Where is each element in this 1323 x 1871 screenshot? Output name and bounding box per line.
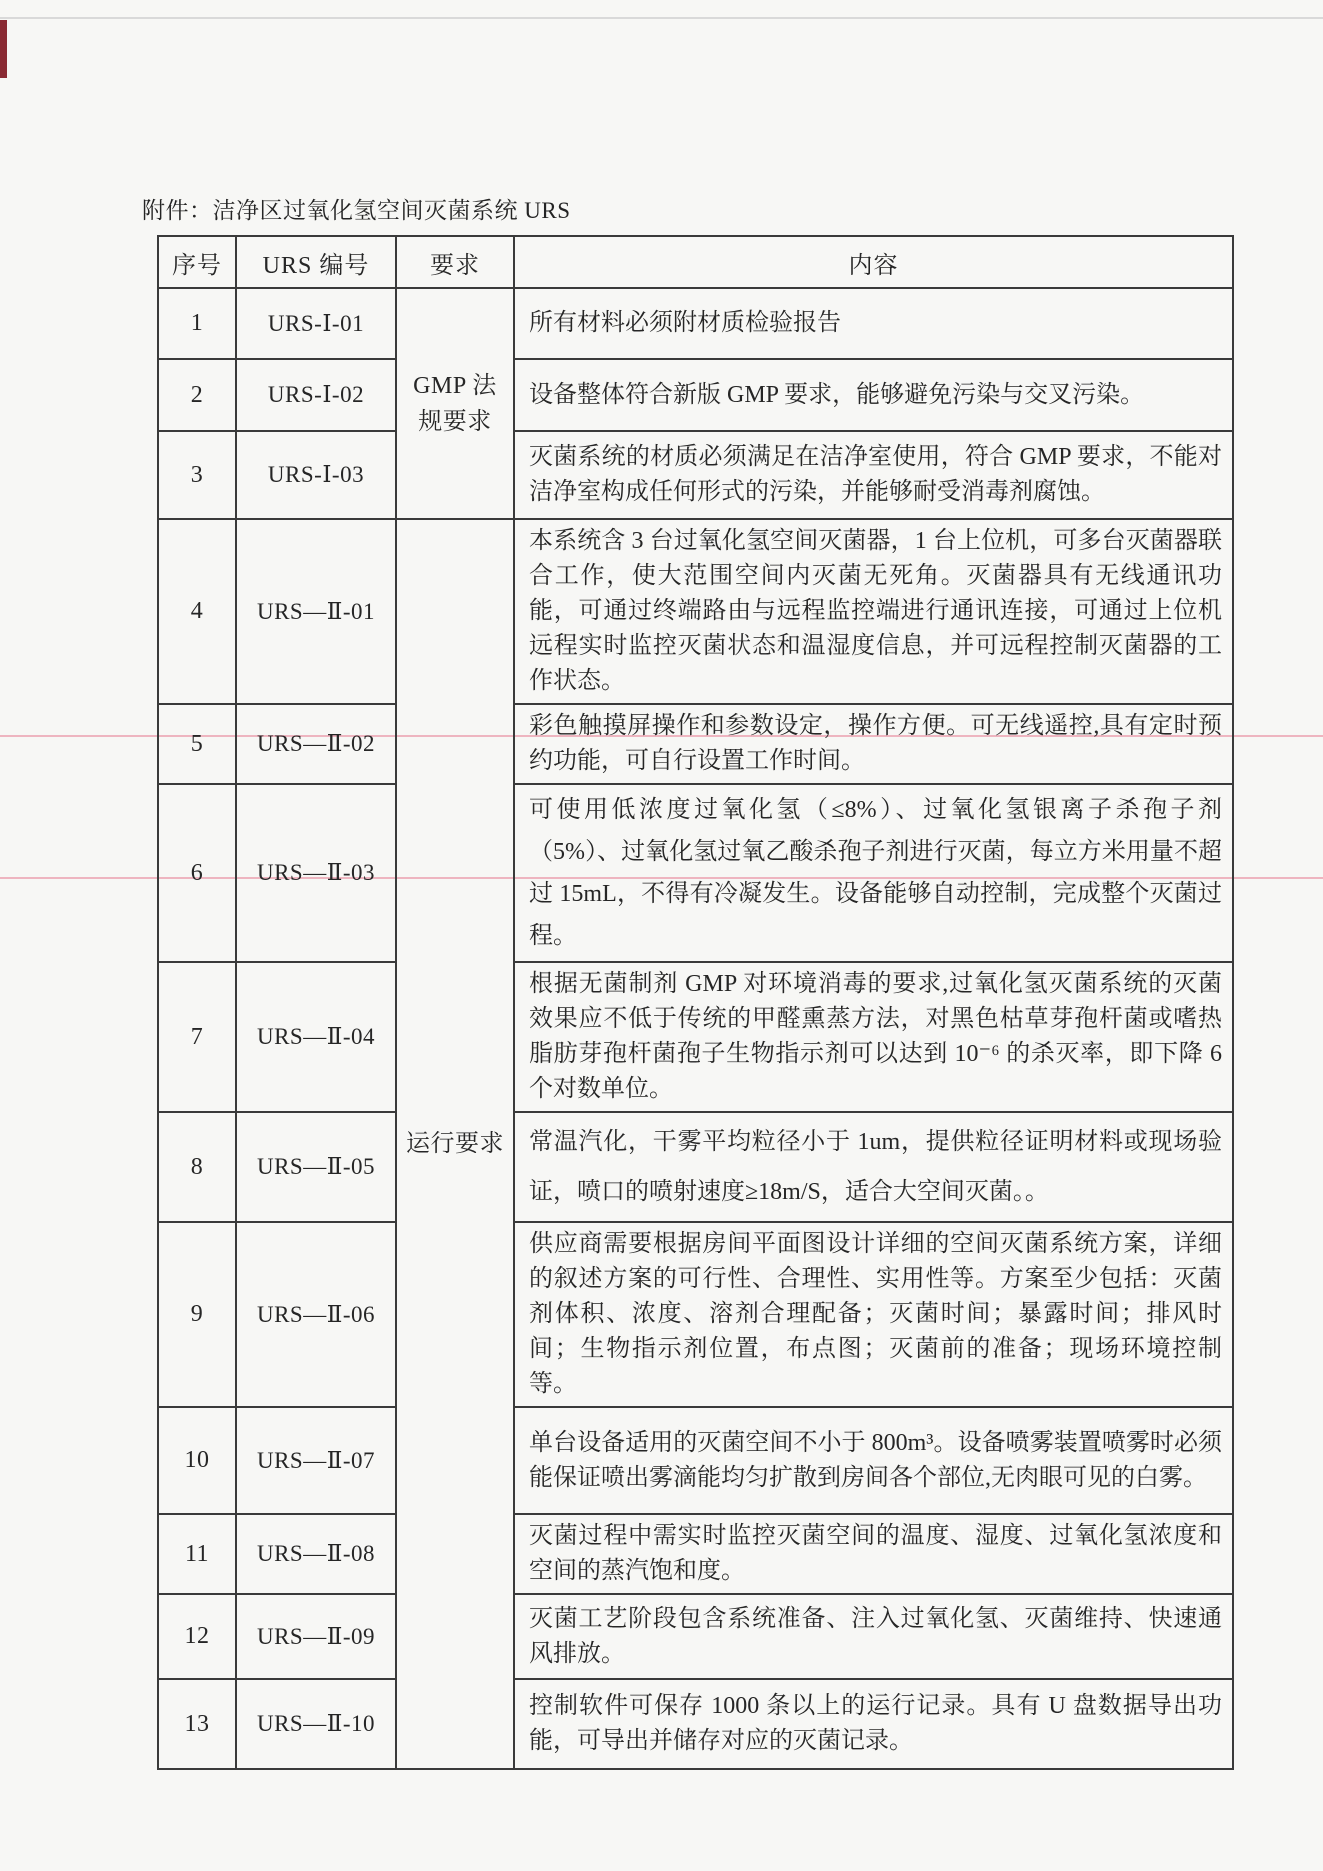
table-row: [158, 1112, 1233, 1222]
col-header-urs-id: URS 编号: [236, 236, 396, 288]
row-content: 彩色触摸屏操作和参数设定，操作方便。可无线遥控,具有定时预约功能，可自行设置工作时间。: [514, 704, 1233, 784]
urs-id: URS—Ⅱ-07: [236, 1407, 396, 1514]
table-row: [158, 1222, 1233, 1407]
row-no: 12: [158, 1594, 236, 1679]
row-no: 7: [158, 962, 236, 1112]
col-header-no: 序号: [158, 236, 236, 288]
urs-id: URS—Ⅱ-05: [236, 1112, 396, 1222]
requirement-group-gmp: GMP 法规要求: [396, 288, 514, 519]
row-content: 常温汽化，干雾平均粒径小于 1um，提供粒径证明材料或现场验证，喷口的喷射速度≥18m/S，适合大空间灭菌。。: [514, 1112, 1233, 1222]
table-row: [158, 1679, 1233, 1769]
urs-id: URS—Ⅱ-06: [236, 1222, 396, 1407]
row-content: 本系统含 3 台过氧化氢空间灭菌器，1 台上位机，可多台灭菌器联合工作，使大范围空间内灭菌无死角。灭菌器具有无线通讯功能，可通过终端路由与远程监控端进行通讯连接，可通过上位机远程实时监控灭菌状态和温湿度信息，并可远程控制灭菌器的工作状态。: [514, 519, 1233, 704]
col-header-requirement: 要求: [396, 236, 514, 288]
row-content: 单台设备适用的灭菌空间不小于 800m³。设备喷雾装置喷雾时必须能保证喷出雾滴能均匀扩散到房间各个部位,无肉眼可见的白雾。: [514, 1407, 1233, 1514]
row-content: 设备整体符合新版 GMP 要求，能够避免污染与交叉污染。: [514, 359, 1233, 431]
table-row: [158, 1514, 1233, 1594]
row-no: 3: [158, 431, 236, 519]
col-header-content: 内容: [514, 236, 1233, 288]
row-content: 灭菌工艺阶段包含系统准备、注入过氧化氢、灭菌维持、快速通风排放。: [514, 1594, 1233, 1679]
row-no: 4: [158, 519, 236, 704]
table-row: [158, 431, 1233, 519]
table-row: [158, 359, 1233, 431]
urs-id: URS—Ⅱ-10: [236, 1679, 396, 1769]
row-content: 根据无菌制剂 GMP 对环境消毒的要求,过氧化氢灭菌系统的灭菌效果应不低于传统的甲醛熏蒸方法，对黑色枯草芽孢杆菌或嗜热脂肪芽孢杆菌孢子生物指示剂可以达到 10⁻⁶ 的杀灭率，即下降 6 个对数单位。: [514, 962, 1233, 1112]
scan-edge-line: [0, 17, 1323, 19]
row-no: 5: [158, 704, 236, 784]
row-no: 9: [158, 1222, 236, 1407]
urs-id: URS—Ⅱ-02: [236, 704, 396, 784]
table-row: [158, 784, 1233, 962]
urs-id: URS—Ⅱ-08: [236, 1514, 396, 1594]
table-row: [158, 288, 1233, 359]
table-row: [158, 704, 1233, 784]
row-no: 8: [158, 1112, 236, 1222]
table-row: [158, 1594, 1233, 1679]
row-content: 灭菌过程中需实时监控灭菌空间的温度、湿度、过氧化氢浓度和空间的蒸汽饱和度。: [514, 1514, 1233, 1594]
row-no: 1: [158, 288, 236, 359]
row-content: 控制软件可保存 1000 条以上的运行记录。具有 U 盘数据导出功能，可导出并储存对应的灭菌记录。: [514, 1679, 1233, 1769]
row-content: 可使用低浓度过氧化氢（≤8%）、过氧化氢银离子杀孢子剂（5%）、过氧化氢过氧乙酸杀孢子剂进行灭菌，每立方米用量不超过 15mL，不得有冷凝发生。设备能够自动控制，完成整个灭菌过程。: [514, 784, 1233, 962]
urs-id: URS—Ⅱ-09: [236, 1594, 396, 1679]
urs-id: URS—Ⅱ-01: [236, 519, 396, 704]
row-content: 灭菌系统的材质必须满足在洁净室使用，符合 GMP 要求，不能对洁净室构成任何形式的污染，并能够耐受消毒剂腐蚀。: [514, 431, 1233, 519]
table-header-row: [158, 236, 1233, 288]
row-no: 13: [158, 1679, 236, 1769]
scan-red-mark: [0, 20, 7, 78]
row-no: 6: [158, 784, 236, 962]
urs-id: URS—Ⅱ-03: [236, 784, 396, 962]
urs-id: URS-Ⅰ-03: [236, 431, 396, 519]
row-no: 10: [158, 1407, 236, 1514]
row-no: 2: [158, 359, 236, 431]
urs-table: [157, 235, 1234, 1770]
table-row: [158, 1407, 1233, 1514]
requirement-group-operation: 运行要求: [396, 519, 514, 1769]
document-title: 附件：洁净区过氧化氢空间灭菌系统 URS: [142, 198, 571, 223]
urs-id: URS—Ⅱ-04: [236, 962, 396, 1112]
row-content: 所有材料必须附材质检验报告: [514, 288, 1233, 359]
row-no: 11: [158, 1514, 236, 1594]
row-content: 供应商需要根据房间平面图设计详细的空间灭菌系统方案，详细的叙述方案的可行性、合理性、实用性等。方案至少包括：灭菌剂体积、浓度、溶剂合理配备；灭菌时间；暴露时间；排风时间；生物指示剂位置，布点图；灭菌前的准备；现场环境控制等。: [514, 1222, 1233, 1407]
table-row: [158, 519, 1233, 704]
urs-id: URS-Ⅰ-02: [236, 359, 396, 431]
urs-id: URS-Ⅰ-01: [236, 288, 396, 359]
table-row: [158, 962, 1233, 1112]
